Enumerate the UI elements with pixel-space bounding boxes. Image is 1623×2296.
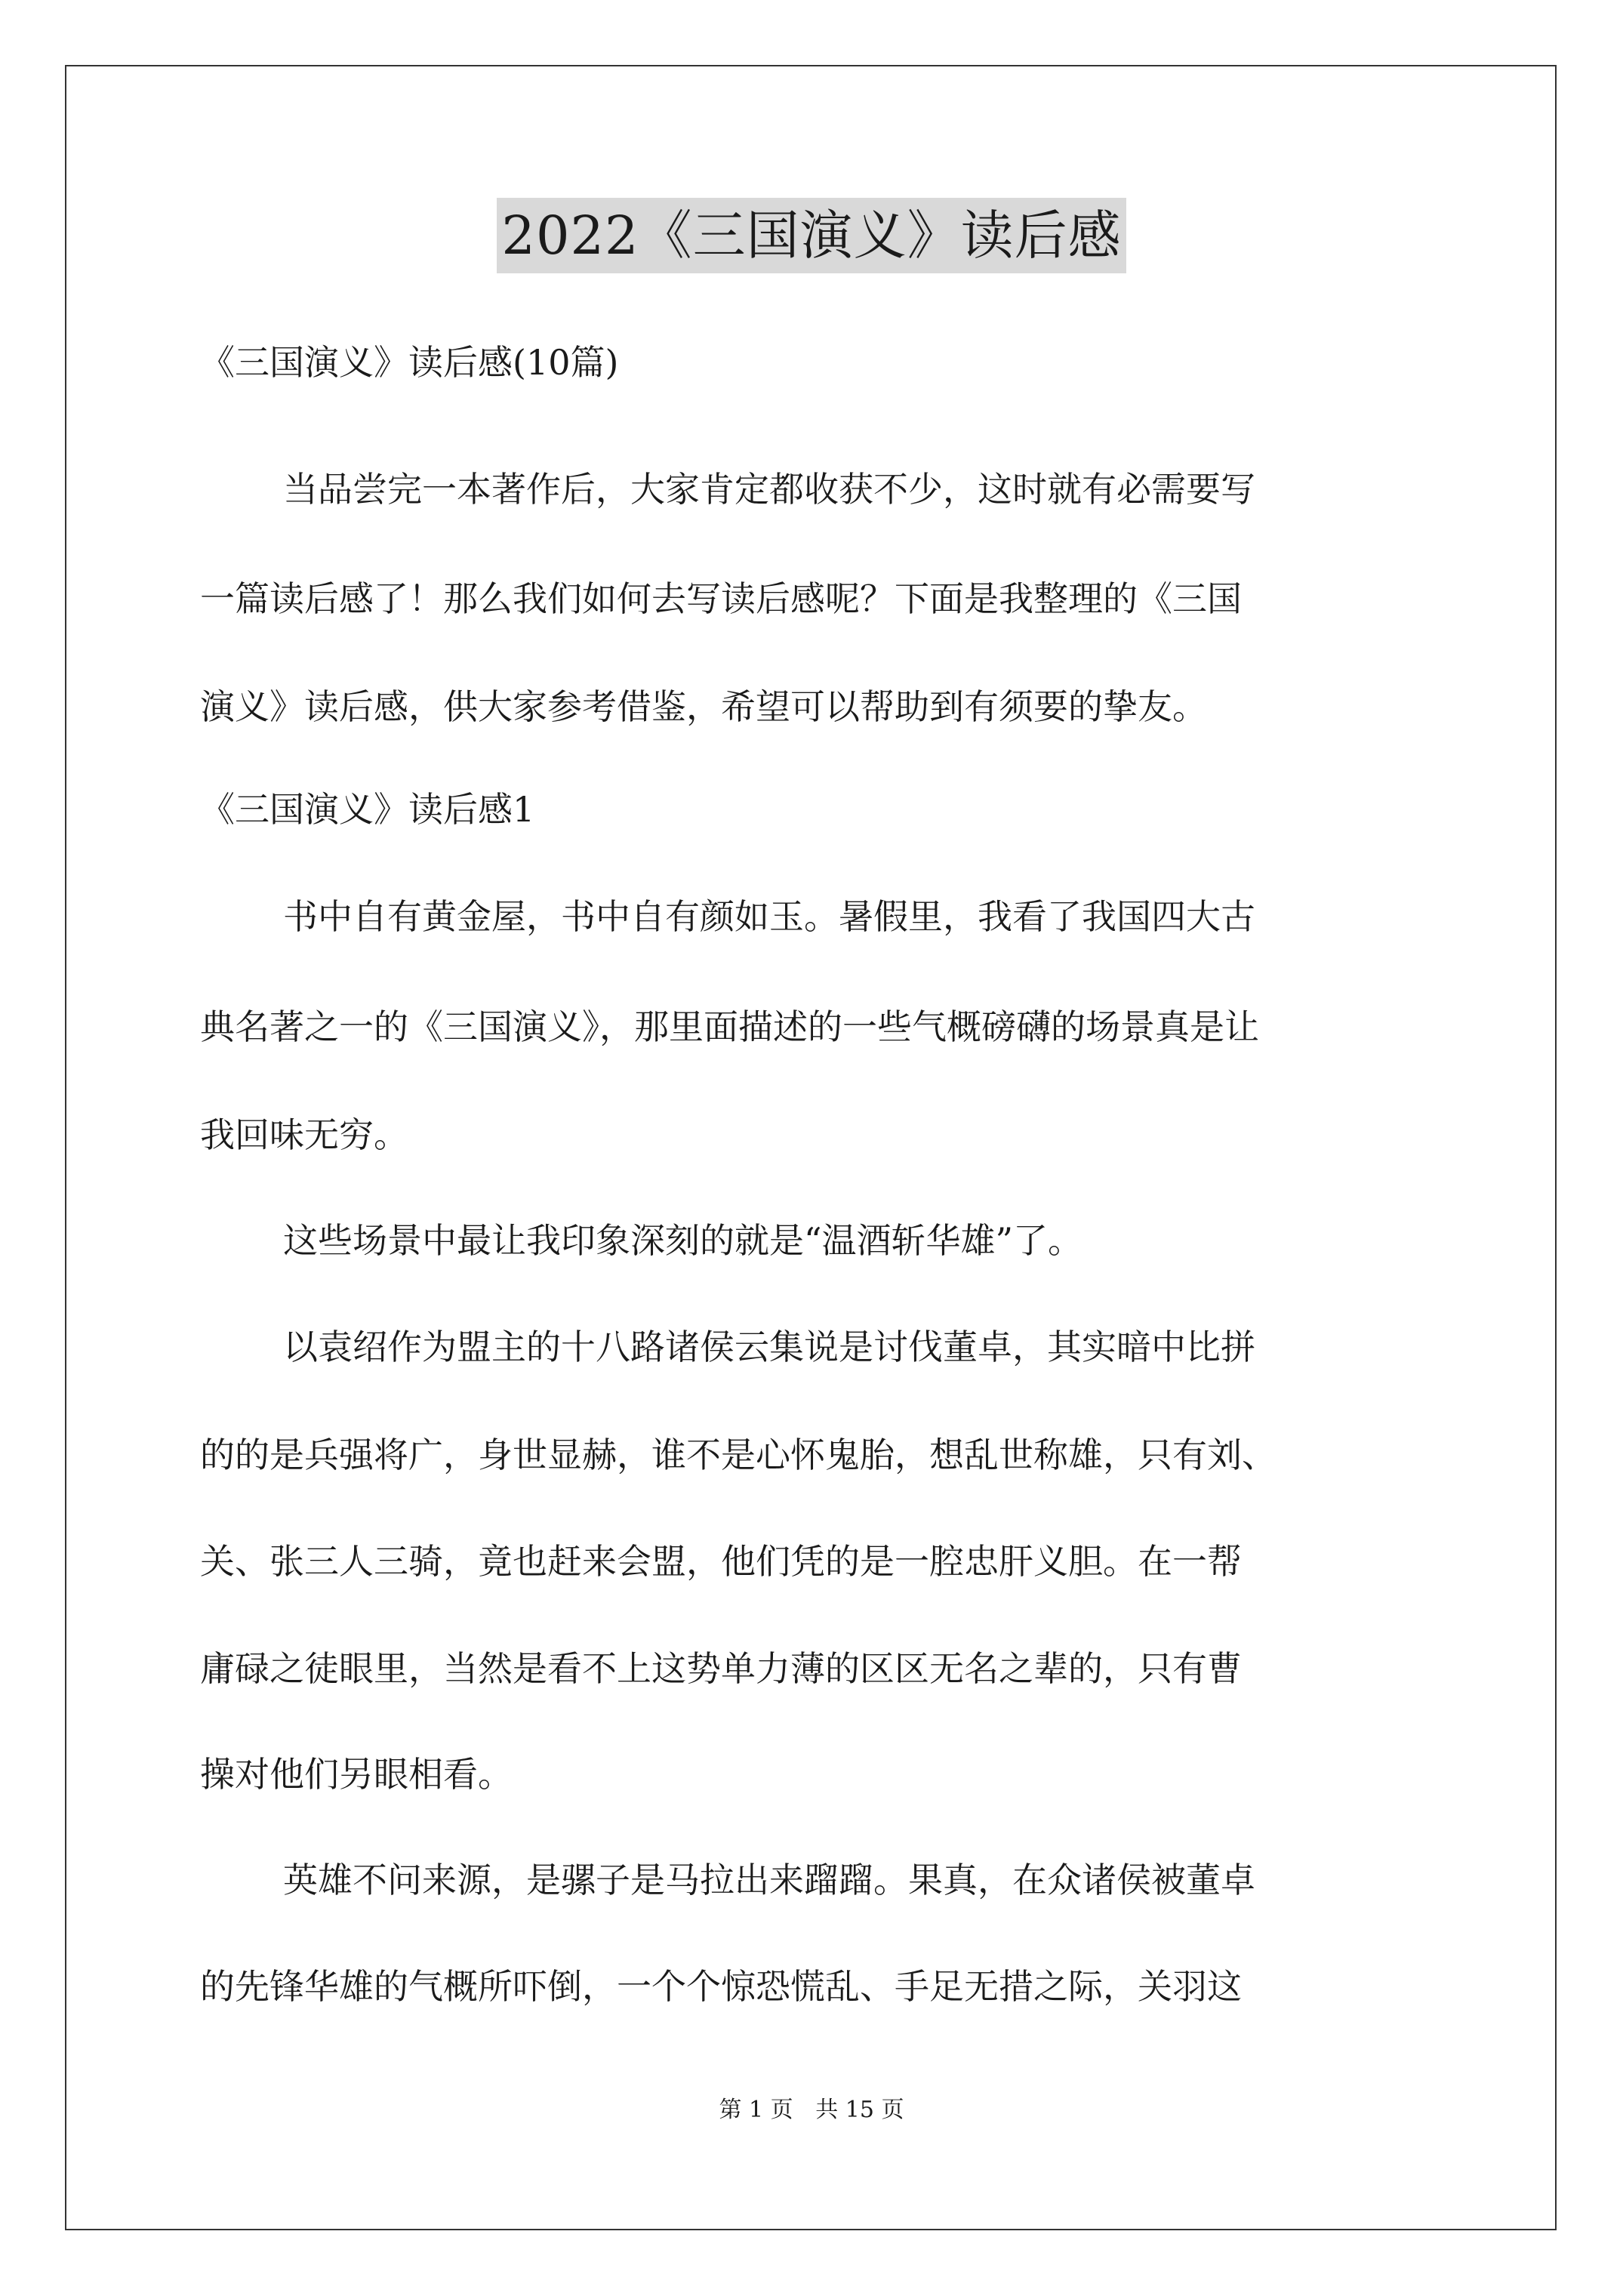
paragraph-line: 我回味无穷。	[200, 1114, 408, 1155]
section-heading: 《三国演义》读后感(10篇)	[200, 342, 619, 383]
paragraph-line: 庸碌之徒眼里，当然是看不上这势单力薄的区区无名之辈的，只有曹	[200, 1648, 1242, 1689]
paragraph-line: 关、张三人三骑，竟也赶来会盟，他们凭的是一腔忠肝义胆。在一帮	[200, 1541, 1242, 1582]
paragraph-line: 英雄不问来源，是骡子是马拉出来蹓蹓。果真，在众诸侯被董卓	[283, 1860, 1255, 1900]
title-wrap	[0, 198, 1623, 273]
paragraph-line: 的的是兵强将广，身世显赫，谁不是心怀鬼胎，想乱世称雄，只有刘、	[200, 1435, 1277, 1475]
paragraph-line: 以袁绍作为盟主的十八路诸侯云集说是讨伐董卓，其实暗中比拼	[283, 1327, 1255, 1367]
paragraph-line: 操对他们另眼相看。	[200, 1754, 513, 1795]
paragraph-line: 一篇读后感了！那么我们如何去写读后感呢？下面是我整理的《三国	[200, 578, 1242, 619]
paragraph-line: 典名著之一的《三国演义》，那里面描述的一些气概磅礴的场景真是让	[200, 1006, 1259, 1047]
page-footer	[0, 2095, 1623, 2125]
page-number: 第 1 页	[719, 2097, 793, 2123]
paragraph-line: 演义》读后感，供大家参考借鉴，希望可以帮助到有须要的挚友。	[200, 686, 1207, 727]
paragraph-line: 书中自有黄金屋，书中自有颜如玉。暑假里，我看了我国四大古	[283, 896, 1255, 937]
paragraph-line: 的先锋华雄的气概所吓倒，一个个惊恐慌乱、手足无措之际，关羽这	[200, 1966, 1242, 2007]
section-heading: 《三国演义》读后感1	[200, 789, 535, 830]
page-total: 共 15 页	[815, 2097, 904, 2123]
paragraph-line: 这些场景中最让我印象深刻的就是“温酒斩华雄”了。	[283, 1220, 1083, 1261]
paragraph-line: 当品尝完一本著作后，大家肯定都收获不少，这时就有必需要写	[283, 469, 1255, 510]
document-title: 2022《三国演义》读后感	[497, 198, 1126, 273]
